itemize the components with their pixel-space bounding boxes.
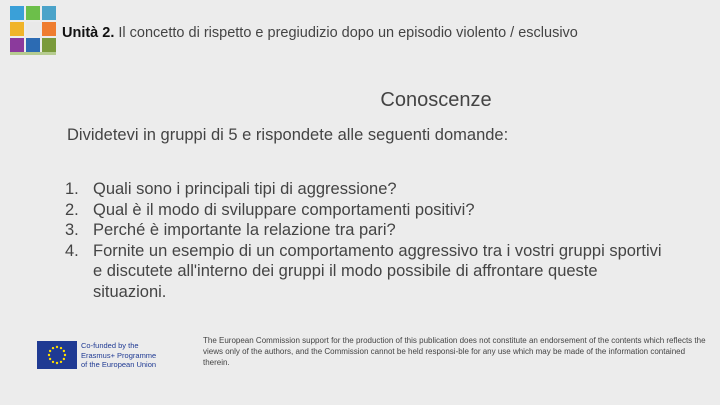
question-text: Fornite un esempio di un comportamento aggressivo tra i vostri gruppi sportivi e discutete all'interno dei gruppi il modo possibile di affrontare queste situazioni. [93, 241, 662, 301]
eu-logo-line: Erasmus+ Programme [81, 350, 157, 360]
question-text: Perché è importante la relazione tra pari? [93, 221, 396, 239]
question-number: 1. [65, 180, 79, 198]
unit-title [62, 25, 578, 41]
question-item [65, 179, 665, 200]
eu-logo-line: of the European Union [81, 360, 157, 369]
question-item [65, 220, 665, 241]
eu-funding-logo [37, 341, 170, 371]
question-text: Quali sono i principali tipi di aggressione? [93, 180, 397, 198]
project-logo-icon [10, 6, 56, 58]
question-item [65, 241, 665, 303]
question-list [65, 179, 665, 302]
eu-flag-icon [37, 341, 77, 369]
question-item [65, 200, 665, 221]
eu-logo-line: Co-funded by the [81, 341, 139, 350]
question-number: 3. [65, 221, 79, 239]
unit-title-text: Il concetto di rispetto e pregiudizio dopo un episodio violento / esclusivo [114, 25, 578, 41]
question-number: 4. [65, 241, 79, 260]
question-text: Qual è il modo di sviluppare comportamenti positivi? [93, 200, 475, 219]
question-number: 2. [65, 200, 79, 219]
section-title-text: Conoscenze [380, 89, 492, 111]
intro-text: Dividetevi in gruppi di 5 e rispondete alle seguenti domande: [67, 126, 509, 144]
disclaimer-text: The European Commission support for the production of this publication does not constitute an endorsement of the contents which reflects the views only of the authors, and the Commission cannot be held responsi-ble for any use which may be made of the information contained therein. [203, 336, 706, 367]
section-title [0, 89, 720, 112]
eu-logo-text [81, 341, 173, 370]
unit-label: Unità 2. [62, 25, 115, 41]
